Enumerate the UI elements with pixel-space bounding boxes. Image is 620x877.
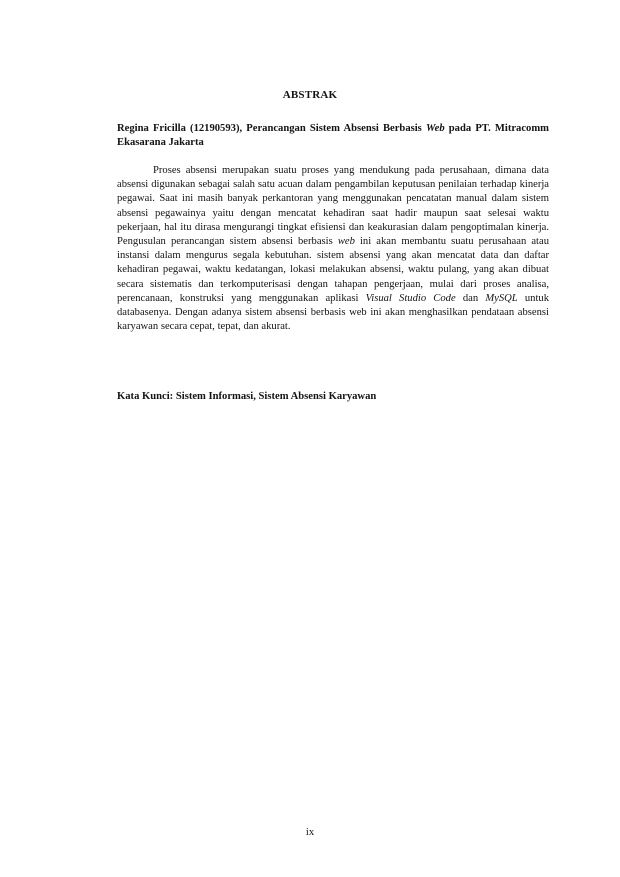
abstract-italic-web: web bbox=[337, 236, 355, 248]
abstract-italic-vscode: Visual Studio Code bbox=[365, 292, 456, 304]
abstract-segment-4: untuk databasenya. Dengan adanya sistem absensi berbasis web ini akan menghasilkan pendataan absensi karyawan secara cepat, tepat, dan akurat. bbox=[117, 292, 549, 333]
abstract-heading: ABSTRAK bbox=[282, 89, 338, 101]
abstract-segment-2: ini akan membantu suatu perusahaan atau instansi dalam mengurus segala kebutuhan. sistem absensi yang akan mencatat data dan daftar kehadiran pegawai, waktu kedatangan, lokasi melakukan absensi, waktu pulang, yang akan dibuat secara sistematis dan terkomputerisasi dengan tahapan pengerjaan, mulai dari proses analisa, perencanaan, konstruksi yang menggunakan aplikasi bbox=[117, 236, 549, 304]
author-title-text: Regina Fricilla (12190593), Perancangan Sistem Absensi Berbasis bbox=[117, 123, 426, 134]
abstract-segment-1: Proses absensi merupakan suatu proses yang mendukung pada perusahaan, dimana data absensi digunakan sebagai salah satu acuan dalam pengambilan keputusan penilaian terhadap kinerja pegawai. Saat ini masih banyak perkantoran yang menggunakan pencatatan manual dalam sistem absensi pegawainya yaitu dengan mencatat kehadiran saat hadir maupun saat selesai waktu pekerjaan, hal itu dirasa mengurangi tingkat efisiensi dan keakurasian dalam pengoptimalan kinerja. Pengusulan perancangan sistem absensi berbasis bbox=[117, 165, 549, 248]
keywords-line: Kata Kunci: Sistem Informasi, Sistem Absensi Karyawan bbox=[117, 391, 377, 402]
abstract-segment-3: dan bbox=[455, 292, 486, 304]
abstract-paragraph bbox=[117, 164, 549, 334]
author-title-company: pada PT. Mitracomm Ekasarana Jakarta bbox=[117, 123, 550, 148]
page-number: ix bbox=[305, 827, 315, 838]
abstract-italic-mysql: MySQL bbox=[485, 292, 518, 304]
author-title-italic-web: Web bbox=[425, 123, 445, 134]
author-title-line bbox=[117, 122, 549, 150]
